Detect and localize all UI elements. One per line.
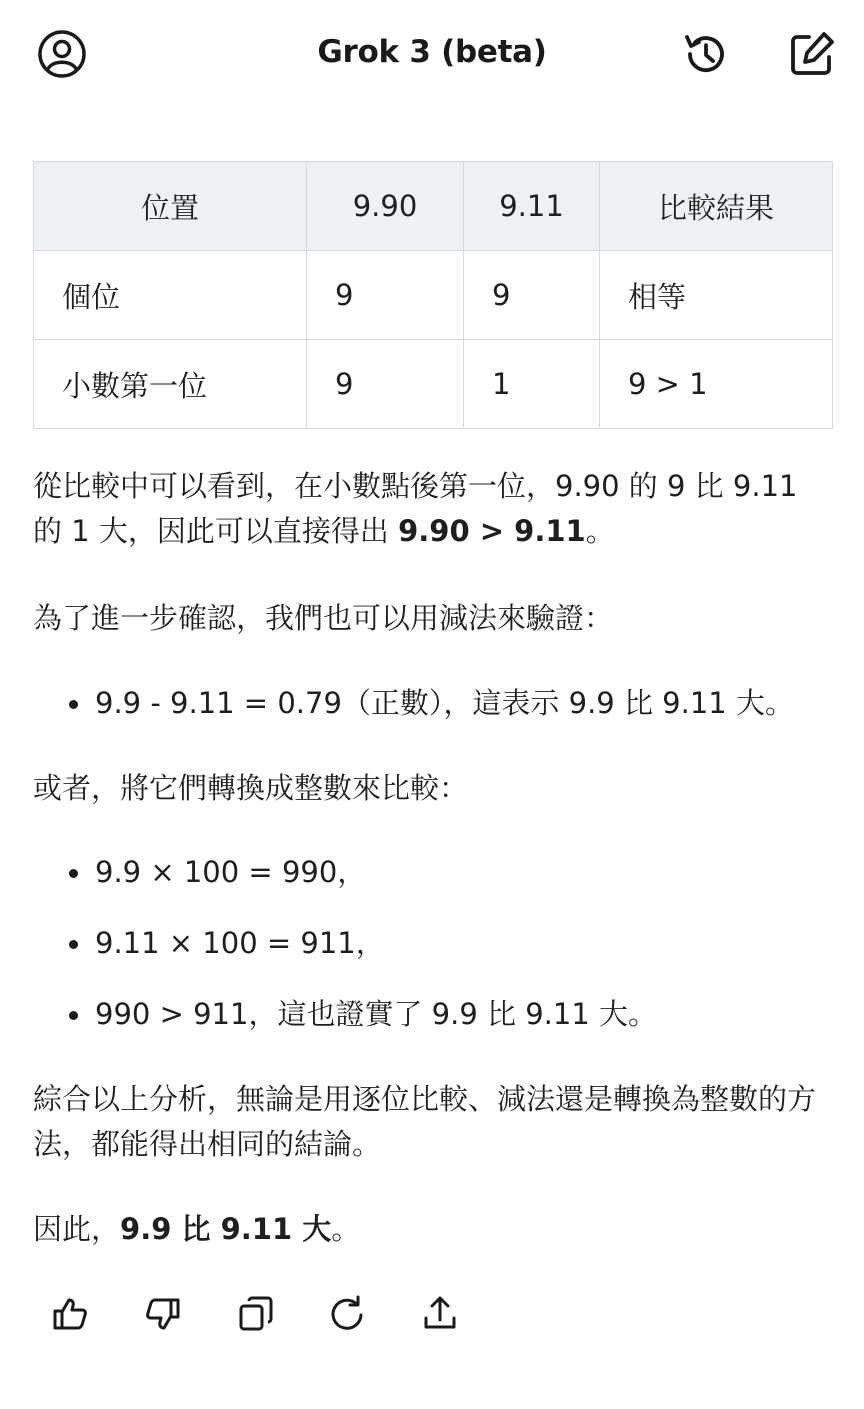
table-cell: 相等 xyxy=(600,251,833,340)
share-icon[interactable] xyxy=(418,1292,462,1336)
list-item: 9.9 × 100 = 990， xyxy=(33,850,833,895)
bullet-dot xyxy=(69,869,78,878)
table-header-row xyxy=(34,162,833,251)
response-actions xyxy=(0,1292,864,1342)
thumbs-up-icon[interactable] xyxy=(48,1292,92,1336)
table-row xyxy=(34,340,833,429)
table-cell: 9 xyxy=(307,340,464,429)
table-cell: 小數第一位 xyxy=(34,340,307,429)
copy-icon[interactable] xyxy=(234,1292,278,1336)
bold-conclusion: 9.90 > 9.11 xyxy=(398,514,586,548)
bullet-dot xyxy=(69,700,78,709)
table-cell: 1 xyxy=(464,340,600,429)
table-cell: 9 xyxy=(307,251,464,340)
list-item: 9.9 - 9.11 = 0.79（正數），這表示 9.9 比 9.11 大。 xyxy=(33,681,833,726)
table-header-cell: 9.90 xyxy=(307,162,464,251)
paragraph-convert: 或者，將它們轉換成整數來比較： xyxy=(33,771,469,805)
bullet-dot xyxy=(69,940,78,949)
bold-final: 9.9 比 9.11 大 xyxy=(120,1212,332,1246)
table-header-cell: 9.11 xyxy=(464,162,600,251)
paragraph-comparison: 從比較中可以看到，在小數點後第一位，9.90 的 9 比 9.11 的 1 大，因此可以直接得出 9.90 > 9.11。 xyxy=(33,469,798,548)
list-item: 990 > 911，這也證實了 9.9 比 9.11 大。 xyxy=(33,992,833,1037)
history-icon[interactable] xyxy=(680,28,732,80)
paragraph-summary: 綜合以上分析，無論是用逐位比較、減法還是轉換為整數的方法，都能得出相同的結論。 xyxy=(33,1082,817,1161)
table-row xyxy=(34,251,833,340)
table-cell: 9 > 1 xyxy=(600,340,833,429)
top-bar xyxy=(0,0,864,110)
response-content xyxy=(33,464,833,1252)
paragraph-verify: 為了進一步確認，我們也可以用減法來驗證： xyxy=(33,601,614,635)
edit-icon[interactable] xyxy=(786,28,838,80)
regenerate-icon[interactable] xyxy=(326,1292,370,1336)
comparison-table xyxy=(33,161,833,429)
page-title: Grok 3 (beta) xyxy=(317,34,547,70)
table-cell: 個位 xyxy=(34,251,307,340)
thumbs-down-icon[interactable] xyxy=(141,1292,185,1336)
paragraph-final: 因此，9.9 比 9.11 大。 xyxy=(33,1212,361,1246)
table-header-cell: 位置 xyxy=(34,162,307,251)
bullet-dot xyxy=(69,1011,78,1020)
list-item: 9.11 × 100 = 911， xyxy=(33,921,833,966)
table-header-cell: 比較結果 xyxy=(600,162,833,251)
table-cell: 9 xyxy=(464,251,600,340)
